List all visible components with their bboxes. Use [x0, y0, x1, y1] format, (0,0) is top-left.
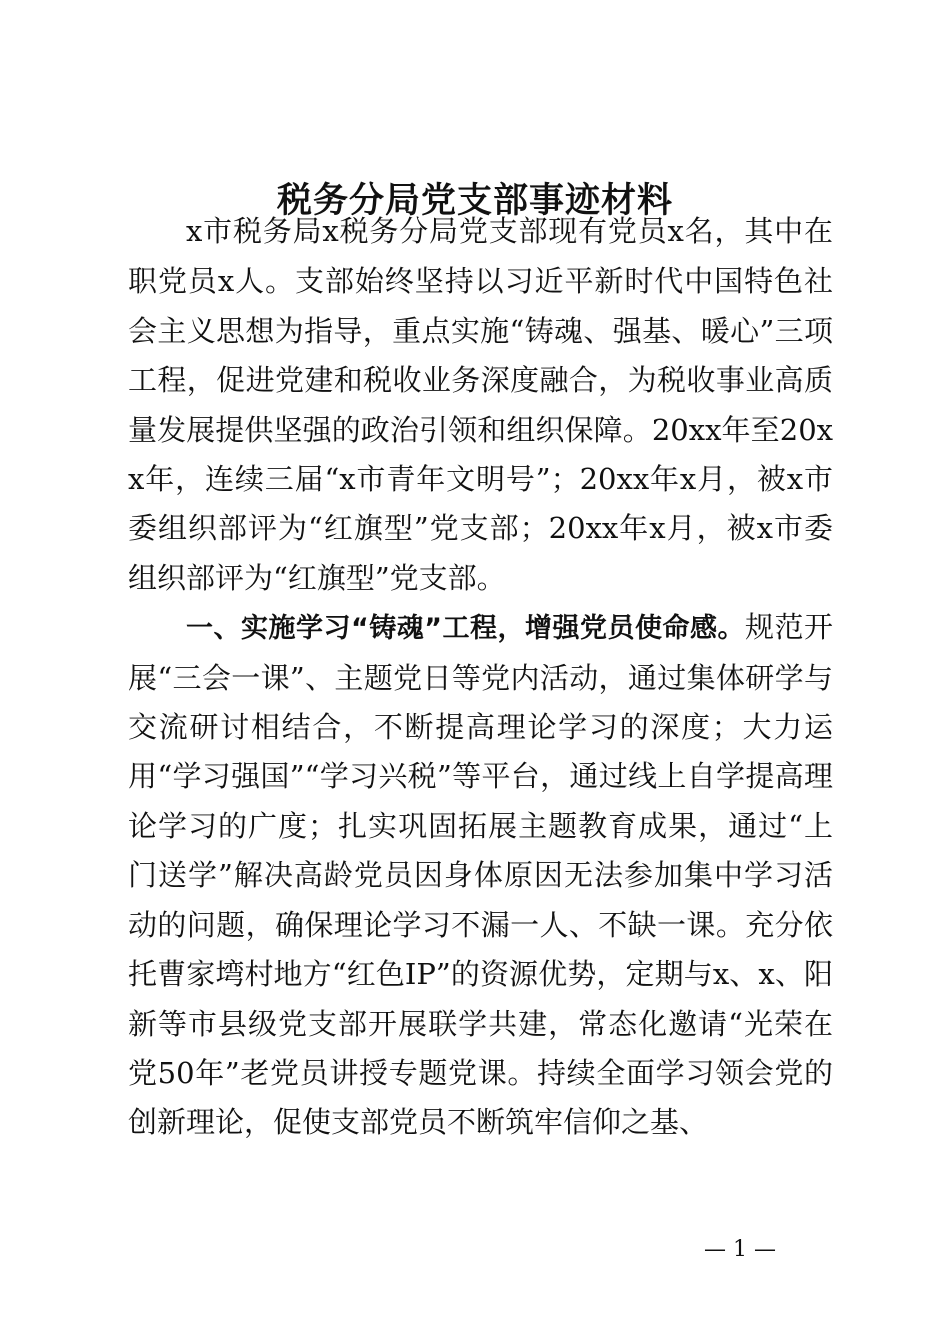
page-number: — 1 —: [704, 1237, 776, 1262]
paragraph-text: 规范开展“三会一课”、主题党日等党内活动，通过集体研学与交流研讨相结合，不断提高理论学习的深度；大力运用“学习强国”“学习兴税”等平台，通过线上自学提高理论学习的广度；扎实巩固拓展主题教育成果，通过“上门送学”解决高龄党员因身体原因无法参加集中学习活动的问题，确保理论学习不漏一人、不缺一课。充分依托曹家塆村地方“红色IP”的资源优势，定期与x、x、阳新等市县级党支部开展联学共建，常态化邀请“光荣在党50年”老党员讲授专题党课。持续全面学习领会党的创新理论，促使支部党员不断筑牢信仰之基、: [128, 610, 833, 1140]
document-title: 税务分局党支部事迹材料: [276, 180, 673, 221]
section-one-paragraph: [128, 603, 833, 1147]
intro-paragraph: [128, 207, 833, 603]
section-heading: 一、实施学习“铸魂”工程，增强党员使命感。: [186, 613, 745, 645]
paragraph-text: x市税务局x税务分局党支部现有党员x名，其中在职党员x人。支部始终坚持以习近平新时代中国特色社会主义思想为指导，重点实施“铸魂、强基、暖心”三项工程，促进党建和税收业务深度融合，为税收事业高质量发展提供坚强的政治引领和组织保障。20xx年至20xx年，连续三届“x市青年文明号”；20xx年x月，被x市委组织部评为“红旗型”党支部；20xx年x月，被x市委组织部评为“红旗型”党支部。: [128, 214, 833, 595]
document-body: [128, 207, 833, 1148]
